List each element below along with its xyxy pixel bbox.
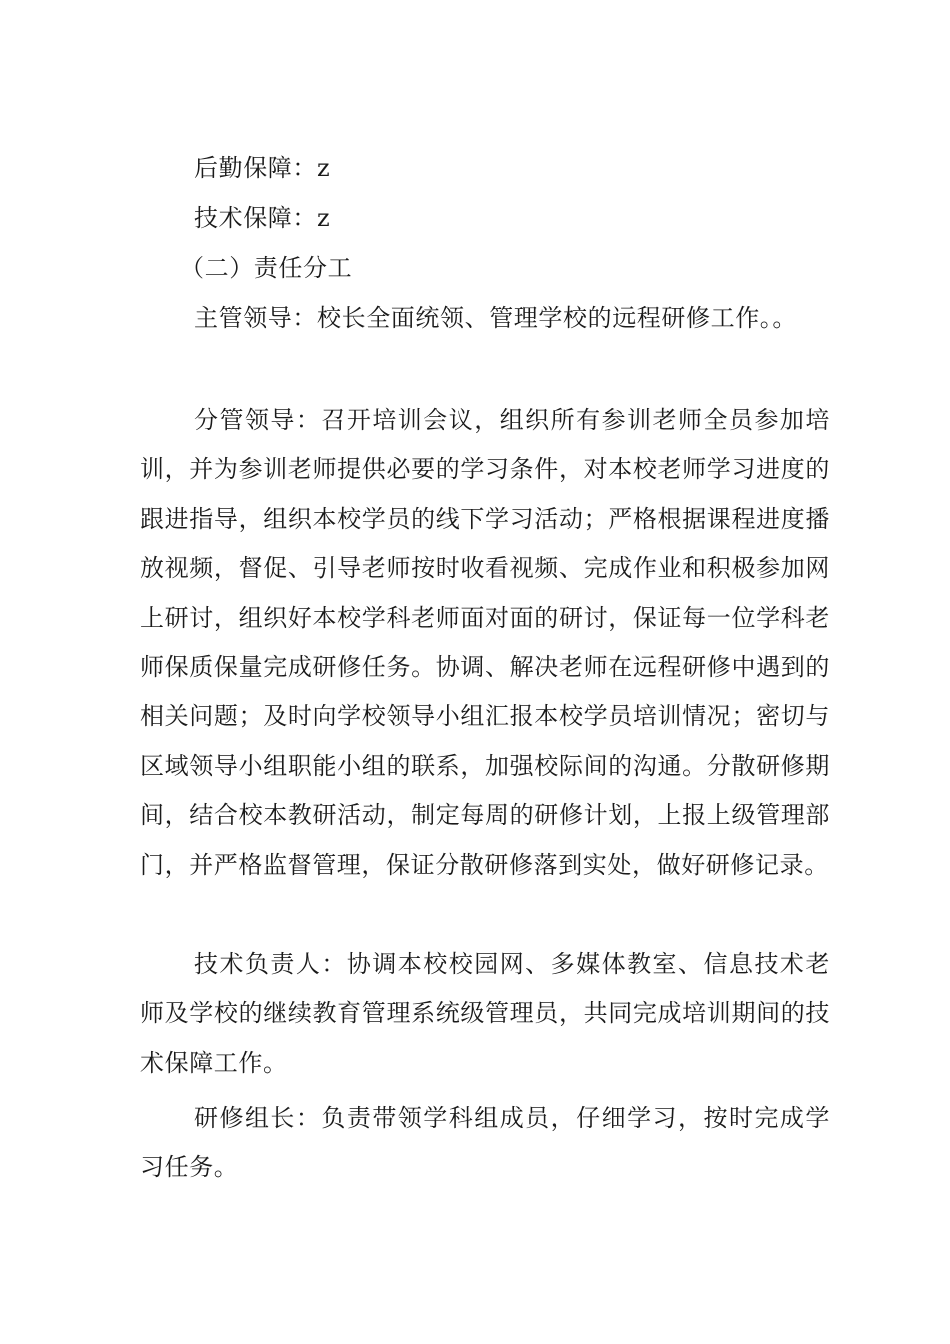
chief-leader-line: 主管领导：校长全面统领、管理学校的远程研修工作。。 xyxy=(194,304,797,332)
tech-lead-paragraph: 技术负责人：协调本校校园网、多媒体教室、信息技术老师及学校的继续教育管理系统级管理员，共同完成培训期间的技术保障工作。 xyxy=(140,950,830,1077)
group-leader-paragraph: 研修组长：负责带领学科组成员，仔细学习，按时完成学习任务。 xyxy=(140,1104,830,1182)
branch-leader-paragraph: 分管领导：召开培训会议，组织所有参训老师全员参加培训，并为参训老师提供必要的学习条件，对本校老师学习进度的跟进指导，组织本校学员的线下学习活动；严格根据课程进度播放视频，督促、引导老师按时收看视频、完成作业和积极参加网上研讨，组织好本校学科老师面对面的研讨，保证每一位学科老师保质保量完成研修任务。协调、解决老师在远程研修中遇到的相关问题；及时向学校领导小组汇报本校学员培训情况；密切与区域领导小组职能小组的联系，加强校际间的沟通。分散研修期间，结合校本教研活动，制定每周的研修计划，上报上级管理部门，并严格监督管理，保证分散研修落到实处，做好研修记录。 xyxy=(140,406,830,879)
logistics-line: 后勤保障：z xyxy=(194,154,331,182)
section-heading: （二）责任分工 xyxy=(180,254,353,282)
technical-support-line: 技术保障：z xyxy=(194,204,331,232)
